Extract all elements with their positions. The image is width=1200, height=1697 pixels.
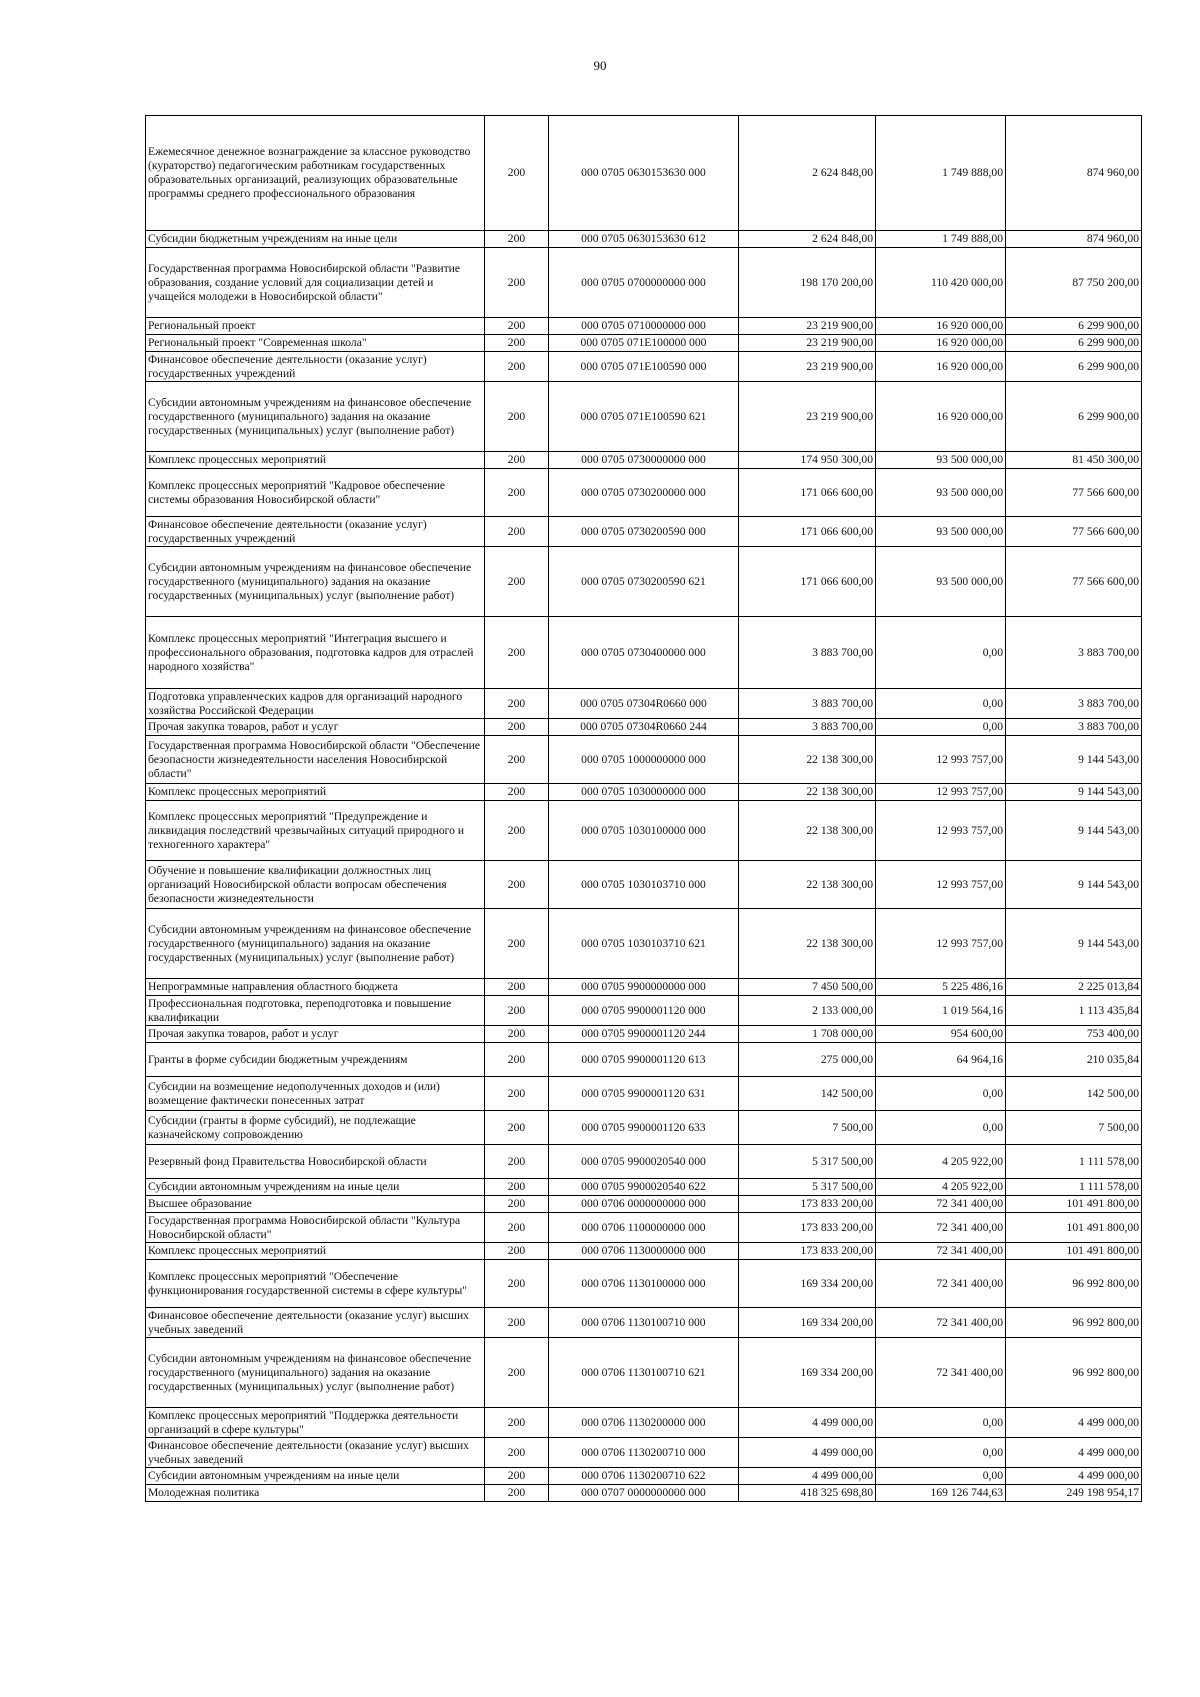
table-row (146, 116, 1142, 231)
row-classification-code: 000 0705 9900001120 000 (549, 996, 739, 1026)
page-number: 90 (593, 58, 607, 73)
row-executed-amount: 110 420 000,00 (876, 248, 1006, 318)
row-classification-code: 000 0705 0730200000 000 (549, 469, 739, 517)
row-admin-code: 200 (485, 1179, 549, 1196)
row-name: Субсидии бюджетным учреждениям на иные цели (146, 231, 485, 248)
row-name: Обучение и повышение квалификации должностных лиц организаций Новосибирской области вопросам обеспечения безопасности жизнедеятельности (146, 861, 485, 909)
row-planned-amount: 171 066 600,00 (739, 517, 876, 547)
row-name: Комплекс процессных мероприятий (146, 452, 485, 469)
row-classification-code: 000 0705 9900020540 000 (549, 1145, 739, 1179)
table-row (146, 996, 1142, 1026)
row-admin-code: 200 (485, 1308, 549, 1338)
row-classification-code: 000 0705 9900000000 000 (549, 979, 739, 996)
row-executed-amount: 93 500 000,00 (876, 452, 1006, 469)
row-planned-amount: 23 219 900,00 (739, 382, 876, 452)
row-planned-amount: 169 334 200,00 (739, 1338, 876, 1408)
row-planned-amount: 173 833 200,00 (739, 1213, 876, 1243)
table-row (146, 517, 1142, 547)
row-admin-code: 200 (485, 382, 549, 452)
row-name: Высшее образование (146, 1196, 485, 1213)
row-remaining-amount: 77 566 600,00 (1006, 547, 1142, 617)
table-row (146, 547, 1142, 617)
table-row (146, 1338, 1142, 1408)
row-classification-code: 000 0705 1030100000 000 (549, 801, 739, 861)
row-classification-code: 000 0705 1030103710 000 (549, 861, 739, 909)
row-name: Молодежная политика (146, 1485, 485, 1502)
row-executed-amount: 12 993 757,00 (876, 784, 1006, 801)
table-row (146, 1438, 1142, 1468)
row-name: Субсидии автономным учреждениям на финансовое обеспечение государственного (муниципального) задания на оказание государственных (муниципальных) услуг (выполнение работ) (146, 1338, 485, 1408)
row-executed-amount: 72 341 400,00 (876, 1213, 1006, 1243)
table-row (146, 452, 1142, 469)
row-name: Государственная программа Новосибирской области "Обеспечение безопасности жизнедеятельности населения Новосибирской области" (146, 736, 485, 784)
row-admin-code: 200 (485, 1485, 549, 1502)
row-remaining-amount: 6 299 900,00 (1006, 382, 1142, 452)
table-row (146, 1243, 1142, 1260)
table-row (146, 248, 1142, 318)
row-admin-code: 200 (485, 861, 549, 909)
row-name: Субсидии автономным учреждениям на финансовое обеспечение государственного (муниципального) задания на оказание государственных (муниципальных) услуг (выполнение работ) (146, 909, 485, 979)
row-planned-amount: 22 138 300,00 (739, 861, 876, 909)
row-name: Прочая закупка товаров, работ и услуг (146, 1026, 485, 1043)
row-executed-amount: 1 749 888,00 (876, 116, 1006, 231)
row-executed-amount: 72 341 400,00 (876, 1338, 1006, 1408)
row-name: Подготовка управленческих кадров для организаций народного хозяйства Российской Федерации (146, 689, 485, 719)
row-remaining-amount: 874 960,00 (1006, 231, 1142, 248)
row-classification-code: 000 0705 1000000000 000 (549, 736, 739, 784)
row-executed-amount: 72 341 400,00 (876, 1308, 1006, 1338)
row-name: Региональный проект "Современная школа" (146, 335, 485, 352)
row-planned-amount: 275 000,00 (739, 1043, 876, 1077)
row-planned-amount: 198 170 200,00 (739, 248, 876, 318)
row-planned-amount: 171 066 600,00 (739, 469, 876, 517)
row-name: Финансовое обеспечение деятельности (оказание услуг) государственных учреждений (146, 352, 485, 382)
row-classification-code: 000 0705 0730200590 621 (549, 547, 739, 617)
table-row (146, 1485, 1142, 1502)
row-name: Комплекс процессных мероприятий "Обеспечение функционирования государственной системы в сфере культуры" (146, 1260, 485, 1308)
row-classification-code: 000 0705 0730000000 000 (549, 452, 739, 469)
row-name: Комплекс процессных мероприятий (146, 784, 485, 801)
row-planned-amount: 4 499 000,00 (739, 1408, 876, 1438)
row-executed-amount: 0,00 (876, 1408, 1006, 1438)
row-remaining-amount: 81 450 300,00 (1006, 452, 1142, 469)
row-admin-code: 200 (485, 335, 549, 352)
row-classification-code: 000 0705 0700000000 000 (549, 248, 739, 318)
row-executed-amount: 72 341 400,00 (876, 1243, 1006, 1260)
row-executed-amount: 16 920 000,00 (876, 382, 1006, 452)
row-executed-amount: 16 920 000,00 (876, 352, 1006, 382)
row-executed-amount: 93 500 000,00 (876, 469, 1006, 517)
row-classification-code: 000 0705 0630153630 612 (549, 231, 739, 248)
row-executed-amount: 0,00 (876, 689, 1006, 719)
row-admin-code: 200 (485, 1260, 549, 1308)
row-executed-amount: 1 749 888,00 (876, 231, 1006, 248)
table-row (146, 784, 1142, 801)
row-planned-amount: 4 499 000,00 (739, 1468, 876, 1485)
row-planned-amount: 2 133 000,00 (739, 996, 876, 1026)
row-name: Государственная программа Новосибирской области "Развитие образования, создание условий для социализации детей и учащейся молодежи в Новосибирской области" (146, 248, 485, 318)
table-row (146, 736, 1142, 784)
row-remaining-amount: 3 883 700,00 (1006, 719, 1142, 736)
table-row (146, 861, 1142, 909)
row-name: Прочая закупка товаров, работ и услуг (146, 719, 485, 736)
row-name: Комплекс процессных мероприятий "Предупреждение и ликвидация последствий чрезвычайных ситуаций природного и техногенного характера" (146, 801, 485, 861)
row-planned-amount: 2 624 848,00 (739, 231, 876, 248)
row-executed-amount: 12 993 757,00 (876, 909, 1006, 979)
table-row (146, 382, 1142, 452)
row-remaining-amount: 4 499 000,00 (1006, 1468, 1142, 1485)
row-name: Комплекс процессных мероприятий "Кадровое обеспечение системы образования Новосибирской области" (146, 469, 485, 517)
row-classification-code: 000 0706 1130100710 621 (549, 1338, 739, 1408)
row-remaining-amount: 3 883 700,00 (1006, 617, 1142, 689)
row-admin-code: 200 (485, 909, 549, 979)
row-planned-amount: 5 317 500,00 (739, 1145, 876, 1179)
row-classification-code: 000 0706 1100000000 000 (549, 1213, 739, 1243)
row-executed-amount: 93 500 000,00 (876, 517, 1006, 547)
row-remaining-amount: 210 035,84 (1006, 1043, 1142, 1077)
table-row (146, 1468, 1142, 1485)
row-planned-amount: 23 219 900,00 (739, 318, 876, 335)
table-row (146, 1145, 1142, 1179)
table-row (146, 801, 1142, 861)
row-classification-code: 000 0705 071E100000 000 (549, 335, 739, 352)
row-planned-amount: 3 883 700,00 (739, 719, 876, 736)
table-row (146, 1179, 1142, 1196)
row-planned-amount: 142 500,00 (739, 1077, 876, 1111)
row-admin-code: 200 (485, 1145, 549, 1179)
table-row (146, 1196, 1142, 1213)
row-planned-amount: 4 499 000,00 (739, 1438, 876, 1468)
row-remaining-amount: 7 500,00 (1006, 1111, 1142, 1145)
table-row (146, 352, 1142, 382)
row-name: Профессиональная подготовка, переподготовка и повышение квалификации (146, 996, 485, 1026)
row-executed-amount: 93 500 000,00 (876, 547, 1006, 617)
row-name: Резервный фонд Правительства Новосибирской области (146, 1145, 485, 1179)
row-executed-amount: 16 920 000,00 (876, 335, 1006, 352)
row-remaining-amount: 9 144 543,00 (1006, 861, 1142, 909)
row-planned-amount: 174 950 300,00 (739, 452, 876, 469)
table-row (146, 231, 1142, 248)
row-remaining-amount: 6 299 900,00 (1006, 335, 1142, 352)
row-name: Субсидии автономным учреждениям на финансовое обеспечение государственного (муниципального) задания на оказание государственных (муниципальных) услуг (выполнение работ) (146, 382, 485, 452)
row-admin-code: 200 (485, 689, 549, 719)
row-remaining-amount: 77 566 600,00 (1006, 469, 1142, 517)
table-row (146, 1308, 1142, 1338)
table-row (146, 689, 1142, 719)
row-executed-amount: 0,00 (876, 1438, 1006, 1468)
table-row (146, 1043, 1142, 1077)
table-row (146, 979, 1142, 996)
row-executed-amount: 12 993 757,00 (876, 801, 1006, 861)
row-classification-code: 000 0705 071E100590 621 (549, 382, 739, 452)
row-executed-amount: 12 993 757,00 (876, 861, 1006, 909)
table-row (146, 335, 1142, 352)
row-remaining-amount: 1 111 578,00 (1006, 1145, 1142, 1179)
row-admin-code: 200 (485, 248, 549, 318)
row-admin-code: 200 (485, 1408, 549, 1438)
row-executed-amount: 4 205 922,00 (876, 1145, 1006, 1179)
table-row (146, 1213, 1142, 1243)
row-planned-amount: 171 066 600,00 (739, 547, 876, 617)
row-classification-code: 000 0705 9900001120 633 (549, 1111, 739, 1145)
row-classification-code: 000 0706 1130000000 000 (549, 1243, 739, 1260)
row-remaining-amount: 96 992 800,00 (1006, 1338, 1142, 1408)
row-name: Финансовое обеспечение деятельности (оказание услуг) высших учебных заведений (146, 1438, 485, 1468)
row-executed-amount: 12 993 757,00 (876, 736, 1006, 784)
row-executed-amount: 1 019 564,16 (876, 996, 1006, 1026)
row-classification-code: 000 0705 0710000000 000 (549, 318, 739, 335)
row-planned-amount: 7 450 500,00 (739, 979, 876, 996)
row-admin-code: 200 (485, 1111, 549, 1145)
row-executed-amount: 4 205 922,00 (876, 1179, 1006, 1196)
row-planned-amount: 7 500,00 (739, 1111, 876, 1145)
row-name: Комплекс процессных мероприятий "Интеграция высшего и профессионального образования, подготовка кадров для отраслей народного хозяйства" (146, 617, 485, 689)
row-remaining-amount: 9 144 543,00 (1006, 909, 1142, 979)
row-name: Ежемесячное денежное вознаграждение за классное руководство (кураторство) педагогическим работникам государственных образовательных организаций, реализующих образовательные программы среднего профессионального образования (146, 116, 485, 231)
row-planned-amount: 23 219 900,00 (739, 335, 876, 352)
row-remaining-amount: 1 111 578,00 (1006, 1179, 1142, 1196)
row-admin-code: 200 (485, 617, 549, 689)
row-admin-code: 200 (485, 1043, 549, 1077)
row-remaining-amount: 101 491 800,00 (1006, 1213, 1142, 1243)
row-admin-code: 200 (485, 352, 549, 382)
row-remaining-amount: 753 400,00 (1006, 1026, 1142, 1043)
row-planned-amount: 22 138 300,00 (739, 801, 876, 861)
row-name: Субсидии автономным учреждениям на финансовое обеспечение государственного (муниципального) задания на оказание государственных (муниципальных) услуг (выполнение работ) (146, 547, 485, 617)
row-classification-code: 000 0705 07304R0660 000 (549, 689, 739, 719)
row-planned-amount: 173 833 200,00 (739, 1196, 876, 1213)
budget-table-body (146, 116, 1142, 1502)
row-classification-code: 000 0705 0630153630 000 (549, 116, 739, 231)
row-remaining-amount: 77 566 600,00 (1006, 517, 1142, 547)
row-classification-code: 000 0705 9900001120 631 (549, 1077, 739, 1111)
row-classification-code: 000 0706 1130100000 000 (549, 1260, 739, 1308)
row-admin-code: 200 (485, 547, 549, 617)
row-classification-code: 000 0705 071E100590 000 (549, 352, 739, 382)
row-name: Субсидии автономным учреждениям на иные цели (146, 1468, 485, 1485)
row-planned-amount: 169 334 200,00 (739, 1308, 876, 1338)
row-classification-code: 000 0705 9900001120 613 (549, 1043, 739, 1077)
row-admin-code: 200 (485, 1438, 549, 1468)
row-classification-code: 000 0706 1130200710 000 (549, 1438, 739, 1468)
row-executed-amount: 169 126 744,63 (876, 1485, 1006, 1502)
row-planned-amount: 169 334 200,00 (739, 1260, 876, 1308)
row-executed-amount: 72 341 400,00 (876, 1196, 1006, 1213)
table-row (146, 909, 1142, 979)
row-admin-code: 200 (485, 1077, 549, 1111)
row-admin-code: 200 (485, 231, 549, 248)
row-remaining-amount: 3 883 700,00 (1006, 689, 1142, 719)
row-admin-code: 200 (485, 517, 549, 547)
row-executed-amount: 954 600,00 (876, 1026, 1006, 1043)
row-remaining-amount: 4 499 000,00 (1006, 1408, 1142, 1438)
row-planned-amount: 22 138 300,00 (739, 909, 876, 979)
row-admin-code: 200 (485, 1243, 549, 1260)
row-remaining-amount: 9 144 543,00 (1006, 736, 1142, 784)
row-classification-code: 000 0706 1130100710 000 (549, 1308, 739, 1338)
row-remaining-amount: 101 491 800,00 (1006, 1243, 1142, 1260)
row-name: Непрограммные направления областного бюджета (146, 979, 485, 996)
table-row (146, 1111, 1142, 1145)
row-admin-code: 200 (485, 318, 549, 335)
row-executed-amount: 0,00 (876, 1111, 1006, 1145)
row-remaining-amount: 142 500,00 (1006, 1077, 1142, 1111)
row-name: Финансовое обеспечение деятельности (оказание услуг) высших учебных заведений (146, 1308, 485, 1338)
row-executed-amount: 16 920 000,00 (876, 318, 1006, 335)
row-name: Региональный проект (146, 318, 485, 335)
row-admin-code: 200 (485, 736, 549, 784)
row-remaining-amount: 4 499 000,00 (1006, 1438, 1142, 1468)
row-classification-code: 000 0707 0000000000 000 (549, 1485, 739, 1502)
row-remaining-amount: 87 750 200,00 (1006, 248, 1142, 318)
row-admin-code: 200 (485, 1026, 549, 1043)
row-classification-code: 000 0706 1130200000 000 (549, 1408, 739, 1438)
row-name: Субсидии автономным учреждениям на иные цели (146, 1179, 485, 1196)
row-planned-amount: 173 833 200,00 (739, 1243, 876, 1260)
table-row (146, 318, 1142, 335)
row-remaining-amount: 874 960,00 (1006, 116, 1142, 231)
row-classification-code: 000 0705 0730200590 000 (549, 517, 739, 547)
row-name: Комплекс процессных мероприятий (146, 1243, 485, 1260)
row-planned-amount: 3 883 700,00 (739, 689, 876, 719)
row-name: Субсидии на возмещение недополученных доходов и (или) возмещение фактически понесенных затрат (146, 1077, 485, 1111)
row-classification-code: 000 0705 1030103710 621 (549, 909, 739, 979)
row-admin-code: 200 (485, 1468, 549, 1485)
row-executed-amount: 72 341 400,00 (876, 1260, 1006, 1308)
row-classification-code: 000 0706 1130200710 622 (549, 1468, 739, 1485)
row-planned-amount: 23 219 900,00 (739, 352, 876, 382)
row-remaining-amount: 9 144 543,00 (1006, 801, 1142, 861)
row-name: Комплекс процессных мероприятий "Поддержка деятельности организаций в сфере культуры" (146, 1408, 485, 1438)
row-executed-amount: 0,00 (876, 617, 1006, 689)
row-planned-amount: 22 138 300,00 (739, 784, 876, 801)
table-row (146, 469, 1142, 517)
row-planned-amount: 1 708 000,00 (739, 1026, 876, 1043)
table-row (146, 719, 1142, 736)
row-remaining-amount: 96 992 800,00 (1006, 1260, 1142, 1308)
row-admin-code: 200 (485, 469, 549, 517)
row-planned-amount: 418 325 698,80 (739, 1485, 876, 1502)
row-remaining-amount: 1 113 435,84 (1006, 996, 1142, 1026)
table-row (146, 1077, 1142, 1111)
row-executed-amount: 0,00 (876, 1077, 1006, 1111)
row-admin-code: 200 (485, 1196, 549, 1213)
row-remaining-amount: 96 992 800,00 (1006, 1308, 1142, 1338)
row-planned-amount: 3 883 700,00 (739, 617, 876, 689)
row-classification-code: 000 0705 0730400000 000 (549, 617, 739, 689)
row-admin-code: 200 (485, 1338, 549, 1408)
table-row (146, 1408, 1142, 1438)
row-classification-code: 000 0705 07304R0660 244 (549, 719, 739, 736)
row-name: Финансовое обеспечение деятельности (оказание услуг) государственных учреждений (146, 517, 485, 547)
table-row (146, 617, 1142, 689)
row-admin-code: 200 (485, 719, 549, 736)
row-remaining-amount: 249 198 954,17 (1006, 1485, 1142, 1502)
row-admin-code: 200 (485, 116, 549, 231)
row-admin-code: 200 (485, 979, 549, 996)
row-admin-code: 200 (485, 1213, 549, 1243)
row-admin-code: 200 (485, 996, 549, 1026)
table-row (146, 1026, 1142, 1043)
row-planned-amount: 2 624 848,00 (739, 116, 876, 231)
row-admin-code: 200 (485, 452, 549, 469)
row-classification-code: 000 0705 9900001120 244 (549, 1026, 739, 1043)
row-planned-amount: 5 317 500,00 (739, 1179, 876, 1196)
row-remaining-amount: 2 225 013,84 (1006, 979, 1142, 996)
row-executed-amount: 0,00 (876, 1468, 1006, 1485)
row-classification-code: 000 0706 0000000000 000 (549, 1196, 739, 1213)
row-remaining-amount: 101 491 800,00 (1006, 1196, 1142, 1213)
row-name: Субсидии (гранты в форме субсидий), не подлежащие казначейскому сопровождению (146, 1111, 485, 1145)
row-admin-code: 200 (485, 784, 549, 801)
row-remaining-amount: 9 144 543,00 (1006, 784, 1142, 801)
row-remaining-amount: 6 299 900,00 (1006, 352, 1142, 382)
row-remaining-amount: 6 299 900,00 (1006, 318, 1142, 335)
budget-table (145, 115, 1142, 1502)
row-name: Гранты в форме субсидии бюджетным учреждениям (146, 1043, 485, 1077)
row-admin-code: 200 (485, 801, 549, 861)
table-row (146, 1260, 1142, 1308)
row-classification-code: 000 0705 9900020540 622 (549, 1179, 739, 1196)
row-executed-amount: 0,00 (876, 719, 1006, 736)
row-executed-amount: 64 964,16 (876, 1043, 1006, 1077)
row-planned-amount: 22 138 300,00 (739, 736, 876, 784)
row-name: Государственная программа Новосибирской области "Культура Новосибирской области" (146, 1213, 485, 1243)
row-executed-amount: 5 225 486,16 (876, 979, 1006, 996)
row-classification-code: 000 0705 1030000000 000 (549, 784, 739, 801)
